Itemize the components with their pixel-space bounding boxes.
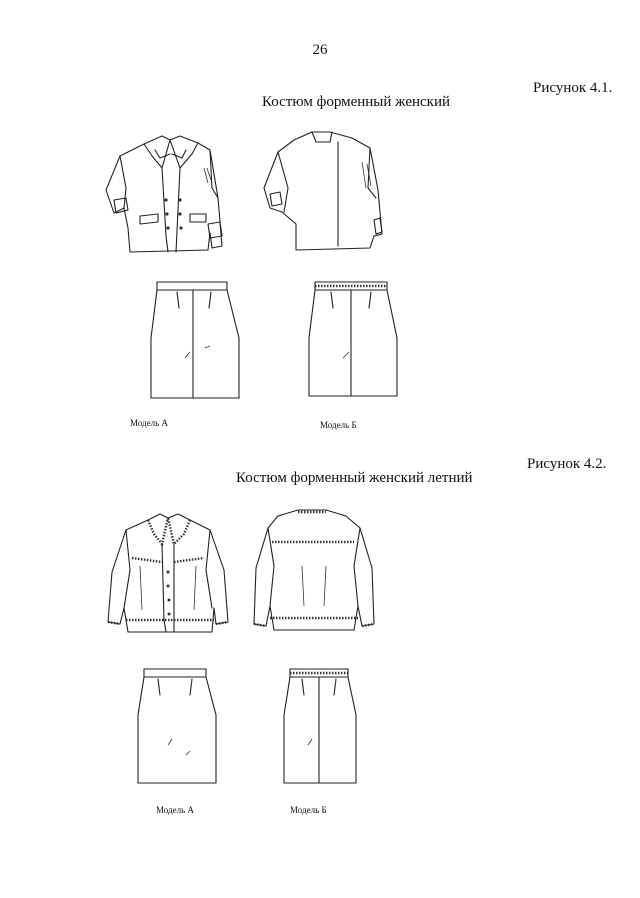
- figure-4-2-skirt-back-illustration: [278, 665, 363, 790]
- figure-4-2-model-a-caption: Модель А: [156, 805, 194, 815]
- figure-4-2-jacket-back-illustration: [242, 506, 382, 636]
- figure-4-2-jacket-front-illustration: [102, 510, 232, 640]
- figure-4-2-label: Рисунок 4.2.: [527, 456, 607, 472]
- figure-4-1-model-b-caption: Модель Б: [320, 420, 357, 430]
- figure-4-1-label: Рисунок 4.1.: [533, 80, 613, 96]
- figure-4-2-model-b-caption: Модель Б: [290, 805, 327, 815]
- figure-4-1-title: Костюм форменный женский: [262, 94, 450, 110]
- figure-4-1-model-a-caption: Модель А: [130, 418, 168, 428]
- figure-4-1-jacket-front-illustration: [100, 128, 235, 263]
- figure-4-2-title: Костюм форменный женский летний: [236, 470, 473, 486]
- figure-4-2-skirt-front-illustration: [132, 665, 222, 790]
- figure-4-1-skirt-front-illustration: [145, 278, 245, 403]
- figure-4-1-jacket-back-illustration: [258, 128, 393, 258]
- figure-4-1-skirt-back-illustration: [305, 278, 400, 403]
- page-number: 26: [312, 42, 328, 58]
